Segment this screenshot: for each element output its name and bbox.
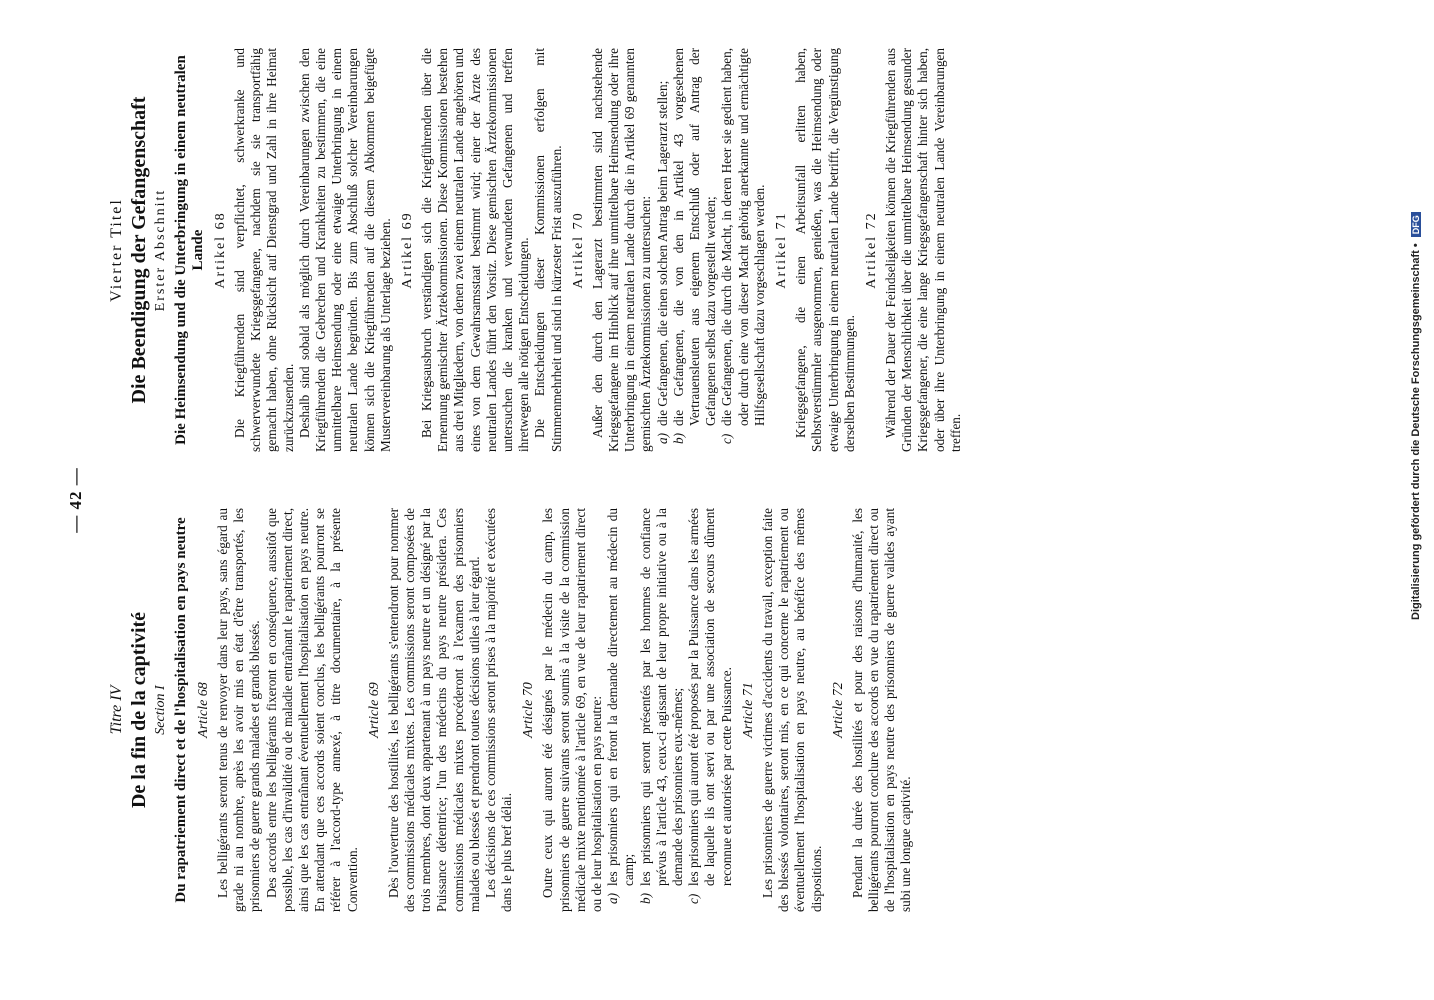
item-text: die Gefangenen, die durch die Macht, in deren Heer sie gedient haben, oder durch eine von dieser Macht gehörig anerkannte und ermächtigte Hilfsgesellschaft dazu vorgeschlagen werden.: [719, 48, 767, 426]
item-label: a): [654, 433, 670, 444]
section-label: Erster Abschnitt: [153, 188, 168, 312]
paragraph: Die Entscheidungen dieser Kommissionen erfolgen mit Stimmenmehrheit und sind in kürzester Frist auszuführen.: [532, 48, 564, 452]
item-text: les prisonniers qui en feront la demande directement au médecin du camp;: [605, 508, 637, 886]
section-label: Section I: [153, 685, 168, 735]
list-item: [719, 48, 768, 452]
article-heading: Article 71: [740, 682, 756, 738]
main-heading: De la fin de la captivité: [128, 611, 150, 809]
item-label: a): [605, 893, 621, 904]
item-label: b): [670, 433, 686, 444]
item-text: die Gefangenen, die einen solchen Antrag beim Lagerarzt stellen;: [654, 80, 670, 426]
title-label: Vierter Titel: [108, 198, 125, 302]
list-item: [686, 508, 735, 912]
article-heading: Artikel 68: [213, 211, 228, 289]
paragraph: Les belligérants seront tenus de renvoyer dans leur pays, sans égard au grade ni au nombre, après les avoir mis en état d'être transportés, les prisonniers de guerre grands malades et grands blessés.: [215, 508, 263, 912]
list-item: [655, 48, 671, 452]
item-label: c): [686, 893, 702, 904]
paragraph: Les prisonniers de guerre victimes d'accidents du travail, exception faite des blessés volontaires, seront mis, en ce qui concerne le rapatriement ou éventuellement l'hospitalisation en pays neutre, au bénéfice des mêmes dispositions.: [759, 508, 824, 912]
paragraph: Les décisions de ces commissions seront prises à la majorité et exécutées dans le plus bref délai.: [483, 508, 515, 912]
article-heading: Article 68: [196, 682, 211, 738]
paragraph: Die Kriegführenden sind verpflichtet, schwerkranke und schwerverwundete Kriegsgefangene, nachdem sie sie transportfähig gemacht haben, ohne Rücksicht auf Dienstgrad und Zahl in ihre Heimat zurückzusenden.: [232, 48, 296, 452]
article-heading: Article 70: [521, 682, 537, 738]
page-number: — 42 —: [66, 467, 85, 533]
item-text: die Gefangenen, die von den in Artikel 43 vorgesehenen Vertrauensleuten aus eigenem Entschluß oder auf Antrag der Gefangenen selbst dazu vorgestellt werden;: [670, 48, 719, 426]
article-heading: Artikel 69: [400, 211, 416, 289]
dfg-logo: DFG: [1411, 212, 1421, 237]
item-label: c): [719, 433, 735, 444]
title-label: Titre IV: [108, 685, 125, 735]
main-heading: Die Beendigung der Gefangenschaft: [128, 96, 150, 404]
french-column: [108, 508, 915, 912]
paragraph: Dès l'ouverture des hostilités, les belligérants s'entendront pour nommer des commissions médicales mixtes. Les commissions seront composées de trois membres, dont deux appartenant à un pays neutre et un désigné par la Puissance détentrice; l'un des médecins du pays neutre présidera. Ces commissions médicales mixtes procéderont à l'examen des prisonniers malades ou blessés et prendront toutes décisions utiles à leur égard.: [385, 508, 482, 912]
list-item: [638, 508, 687, 912]
item-text: les prisonniers qui seront présentés par les hommes de confiance prévus à l'article 43, ceux-ci agissant de leur propre initiative ou à la demande des prisonniers eux-mêmes;: [637, 508, 686, 886]
article-heading: Article 69: [366, 682, 382, 738]
subheading: Du rapatriement direct et de l'hospitalisation en pays neutre: [173, 517, 189, 903]
item-list: [655, 48, 768, 452]
list-item: [605, 508, 637, 912]
item-text: les prisonniers qui auront été proposés par la Puissance dans les armées de laquelle ils ont servi ou par une association de secours dûment reconnue et autorisée par cette Puissance.: [686, 508, 734, 886]
paragraph: Outre ceux qui auront été désignés par le médecin du camp, les prisonniers de guerre suivants seront soumis à la visite de la commission médicale mixte mentionnée à l'article 69, en vue de leur rapatriement direct ou de leur hospitalisation en pays neutre:: [540, 508, 605, 912]
item-label: b): [637, 893, 653, 904]
german-column: [108, 48, 964, 452]
paragraph: Des accords entre les belligérants fixeront en conséquence, aussitôt que possible, les cas d'invalidité ou de maladie entraînant le rapatriement direct, ainsi que les cas entraînant éventuellement l'hospitalisation en pays neutre. En attendant que ces accords soient conclus, les belligérants pourront se référer à l'accord-type annexé, à titre documentaire, à la présente Convention.: [263, 508, 360, 912]
paragraph: Bei Kriegsausbruch verständigen sich die Kriegführenden über die Ernennung gemischter Ärztekommissionen. Diese Kommissionen bestehen aus drei Mitgliedern, von denen zwei einem neutralen Lande angehören und eines von dem Gewahrsamsstaat bestimmt wird; einer der Ärzte des neutralen Landes führt den Vorsitz. Diese gemischten Ärztekommissionen untersuchen die kranken und verwundeten Gefangenen und treffen ihretwegen alle nötigen Entscheidungen.: [419, 48, 532, 452]
paragraph: Pendant la durée des hostilités et pour des raisons d'humanité, les belligérants pourront conclure des accords en vue du rapatriement direct ou de l'hospitalisation en pays neutre des prisonniers de guerre valides ayant subi une longue captivité.: [849, 508, 914, 912]
paragraph: Deshalb sind sobald als möglich durch Vereinbarungen zwischen den Kriegführenden die Gebrechen und Krankheiten zu bestimmen, die eine unmittelbare Heimsendung oder eine etwaige Unterbringung in einem neutralen Lande begründen. Bis zum Abschluß solcher Vereinbarungen können sich die Kriegführenden auf die diesem Abkommen beigefügte Mustervereinbarung als Unterlage beziehen.: [296, 48, 393, 452]
footer-strip: [1400, 0, 1434, 1000]
footer-text: Digitalisierung gefördert durch die Deutsche Forschungsgemeinschaft •: [1410, 243, 1422, 620]
article-heading: Artikel 72: [863, 211, 879, 289]
article-heading: Artikel 70: [570, 211, 586, 289]
list-item: [671, 48, 720, 452]
paragraph: Kriegsgefangene, die einen Arbeitsunfall erlitten haben, Selbstverstümmler ausgenommen, genießen, was die Heimsendung oder etwaige Unterbringung in einem neutralen Lande betrifft, die Vergünstigung derselben Bestimmungen.: [793, 48, 857, 452]
paragraph: Während der Dauer der Feindseligkeiten können die Kriegführenden aus Gründen der Menschlichkeit über die unmittelbare Heimsendung gesunder Kriegsgefangener, die eine lange Kriegsgefangenschaft hinter sich haben, oder über ihre Unterbringung in einem neutralen Lande Vereinbarungen treffen.: [882, 48, 963, 452]
subheading: Die Heimsendung und die Unterbringung in einem neutralen Lande: [173, 55, 206, 445]
digitization-note: [1410, 212, 1422, 620]
paragraph: Außer den durch den Lagerarzt bestimmten sind nachstehende Kriegsgefangene im Hinblick auf ihre unmittelbare Heimsendung oder ihre Unterbringung in einem neutralen Lande durch die in Artikel 69 genannten gemischten Ärztekommissionen zu untersuchen:: [589, 48, 654, 452]
article-heading: Article 72: [830, 682, 846, 738]
article-heading: Artikel 71: [774, 211, 790, 289]
item-list: [605, 508, 735, 912]
